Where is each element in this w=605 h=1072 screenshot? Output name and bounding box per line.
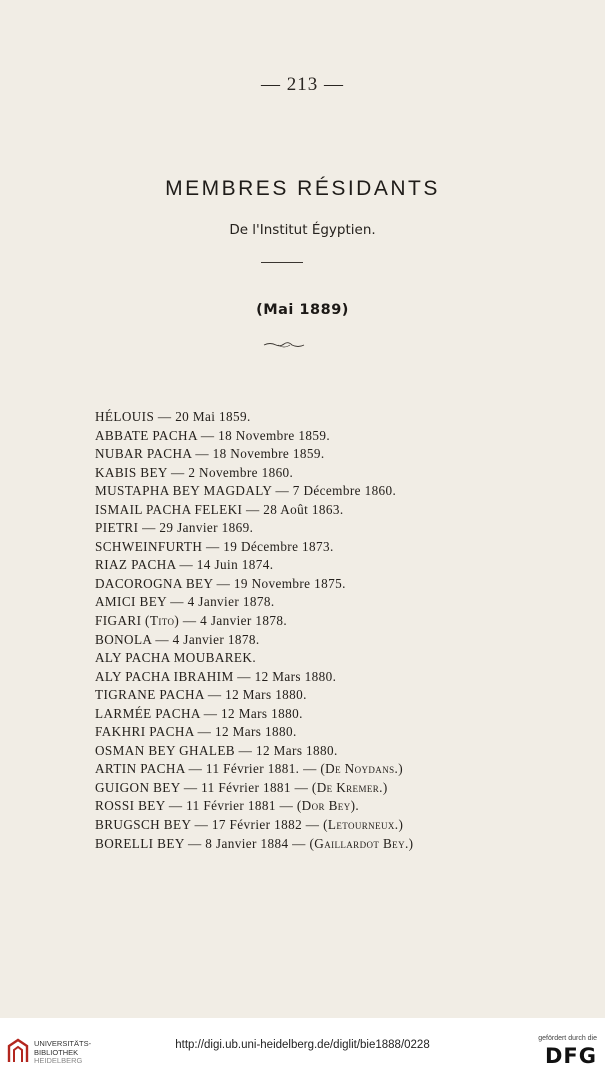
member-entry-text: HÉLOUIS — 20 Mai 1859.: [95, 409, 251, 424]
member-entry-text: FIGARI (: [95, 613, 150, 629]
member-entry-suffix: ).: [350, 798, 360, 814]
member-entry: [95, 816, 413, 835]
member-entry: [95, 705, 413, 724]
member-entry-text: NUBAR PACHA — 18 Novembre 1859.: [95, 446, 325, 462]
member-entry: [95, 427, 413, 446]
member-entry: [95, 482, 413, 501]
member-entry-text: MUSTAPHA BEY MAGDALY — 7 Décembre 1860.: [95, 483, 397, 499]
member-entry: [95, 464, 413, 483]
member-entry-predecessor: De Noydans.: [325, 761, 399, 777]
member-entry-text: ARTIN PACHA — 11 Février 1881. — (: [95, 761, 326, 777]
library-name-line: BIBLIOTHEK: [34, 1047, 79, 1057]
member-entry-text: OSMAN BEY GHALEB — 12 Mars 1880.: [95, 742, 338, 758]
member-entry-text: ALY PACHA IBRAHIM — 12 Mars 1880.: [95, 668, 337, 684]
member-entry: [95, 538, 413, 557]
member-entry-text: ISMAIL PACHA FELEKI — 28 Août 1863.: [95, 501, 344, 517]
member-entry: [95, 519, 413, 538]
member-entry-suffix: ): [382, 779, 388, 795]
funding-note: gefördert durch die: [538, 1035, 597, 1042]
member-entry: [95, 649, 413, 668]
member-entry-suffix: ): [398, 761, 403, 777]
member-entry-predecessor: De Kremer.: [316, 779, 383, 795]
member-entry-text: SCHWEINFURTH — 19 Décembre 1873.: [95, 538, 334, 554]
member-entry-text: FAKHRI PACHA — 12 Mars 1880.: [95, 724, 297, 740]
member-entry: [95, 742, 413, 761]
member-entry-text: DACOROGNA BEY — 19 Novembre 1875.: [95, 575, 346, 591]
member-entry: [95, 797, 413, 816]
member-entry-text: KABIS BEY — 2 Novembre 1860.: [95, 464, 294, 480]
member-entry: [95, 612, 413, 631]
member-list: [95, 408, 413, 853]
library-name-line: HEIDELBERG: [34, 1056, 83, 1065]
member-entry: [95, 593, 413, 612]
member-entry-text: GUIGON BEY — 11 Février 1881 — (: [95, 779, 317, 795]
member-entry: [95, 668, 413, 687]
member-entry-text: BRUGSCH BEY — 17 Février 1882 — (: [95, 817, 328, 833]
member-entry: [95, 501, 413, 520]
library-name-line: UNIVERSITÄTS-: [34, 1039, 92, 1048]
member-entry: [95, 835, 413, 854]
member-entry-text: ALY PACHA MOUBAREK.: [95, 650, 257, 666]
member-entry: [95, 779, 413, 798]
member-entry-predecessor: Tito: [149, 613, 175, 629]
member-entry: [95, 723, 413, 742]
viewer-footer: [0, 1018, 605, 1072]
member-entry: [95, 556, 413, 575]
short-divider: [261, 262, 303, 263]
page-subtitle: De l'Institut Égyptien.: [229, 222, 376, 238]
member-entry: [95, 445, 413, 464]
date-heading: (Mai 1889): [256, 302, 349, 318]
member-entry-text: LARMÉE PACHA — 12 Mars 1880.: [95, 705, 303, 721]
member-entry-text: TIGRANE PACHA — 12 Mars 1880.: [95, 687, 307, 703]
member-entry-predecessor: Dor Bey: [301, 798, 351, 814]
page-title: MEMBRES RÉSIDANTS: [165, 177, 440, 200]
member-entry-suffix: ): [398, 817, 404, 833]
member-entry-predecessor: Letourneux.: [327, 817, 399, 833]
member-entry-text: PIETRI — 29 Janvier 1869.: [95, 520, 254, 536]
ornament-flourish-icon: [262, 340, 306, 350]
member-entry-text: BORELLI BEY — 8 Janvier 1884 — (: [95, 835, 315, 851]
member-entry: [95, 760, 413, 779]
member-entry-text: AMICI BEY — 4 Janvier 1878.: [95, 594, 275, 610]
member-entry-suffix: ) — 4 Janvier 1878.: [174, 613, 288, 629]
member-entry: [95, 408, 413, 427]
permalink-url[interactable]: http://digi.ub.uni-heidelberg.de/diglit/bie1888/0228: [175, 1039, 430, 1051]
member-entry-predecessor: Gaillardot Bey.: [314, 835, 409, 851]
member-entry: [95, 575, 413, 594]
member-entry-text: ROSSI BEY — 11 Février 1881 — (: [95, 798, 302, 814]
dfg-logo: DFG: [544, 1044, 597, 1068]
member-entry-text: ABBATE PACHA — 18 Novembre 1859.: [95, 427, 331, 443]
member-entry-text: BONOLA — 4 Janvier 1878.: [95, 631, 260, 647]
member-entry: [95, 686, 413, 705]
page-number: — 213 —: [261, 74, 344, 95]
member-entry-suffix: ): [408, 835, 414, 851]
member-entry: [95, 631, 413, 650]
member-entry-text: RIAZ PACHA — 14 Juin 1874.: [95, 557, 274, 573]
